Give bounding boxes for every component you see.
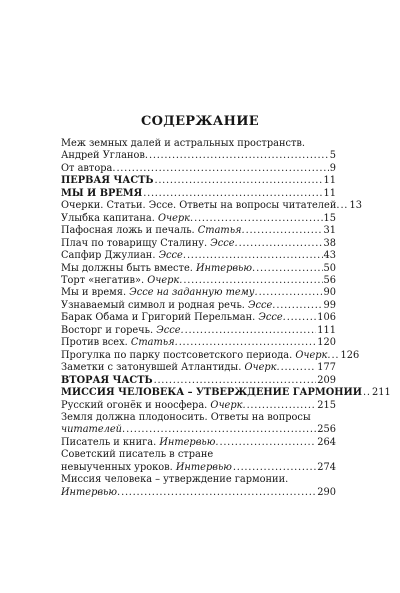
leader-dots — [363, 387, 371, 399]
leader-dots — [233, 462, 316, 474]
toc-entry-title: Мы должны быть вместе. — [61, 262, 193, 274]
toc-entry[interactable] — [61, 325, 336, 337]
leader-dots — [340, 200, 348, 212]
toc-entry-title: От автора. — [61, 162, 116, 174]
page-number: 31 — [323, 225, 336, 237]
toc-entry[interactable] — [61, 213, 336, 225]
toc-section-heading[interactable] — [61, 188, 336, 200]
page-number: 9 — [329, 162, 336, 174]
toc-entry[interactable] — [61, 337, 336, 349]
toc-entry-genre: Эссе. — [258, 312, 286, 324]
toc-entry-title: Писатель и книга. — [61, 436, 157, 448]
leader-dots — [246, 225, 323, 237]
toc-entry-title: Плач по товарищу Сталину. — [61, 237, 208, 249]
leader-dots — [187, 250, 323, 262]
leader-dots — [183, 275, 322, 287]
toc-entry[interactable] — [61, 312, 336, 324]
toc-entry-title: ВТОРАЯ ЧАСТЬ — [61, 374, 153, 386]
leader-dots — [121, 487, 316, 499]
toc-entry-title: Андрей Угланов. — [61, 150, 149, 162]
toc-entry[interactable] — [61, 437, 336, 449]
leader-dots — [247, 400, 317, 412]
leader-dots — [149, 150, 329, 162]
page-number: 120 — [317, 337, 336, 349]
toc-part-heading[interactable] — [61, 175, 336, 187]
toc-entry[interactable] — [61, 300, 336, 312]
toc-entry-title: Торт «негатив». — [61, 274, 145, 286]
toc-entry[interactable] — [61, 163, 336, 175]
leader-dots — [276, 300, 322, 312]
page-number: 50 — [323, 262, 336, 274]
toc-entry-title: МИССИЯ ЧЕЛОВЕКА – УТВЕРЖДЕНИЕ ГАРМОНИИ — [61, 387, 363, 399]
toc-entry-genre: Интервью. — [61, 486, 121, 498]
page-number: 5 — [329, 150, 336, 162]
leader-dots — [219, 437, 316, 449]
leader-dots — [194, 213, 322, 225]
page-number: 56 — [323, 274, 336, 286]
toc-entry-title: Русский огонёк и ноосфера. — [61, 399, 208, 411]
toc-entry-title: Восторг и горечь. — [61, 324, 154, 336]
toc-entry[interactable] — [61, 362, 336, 374]
leader-dots — [116, 163, 328, 175]
leader-dots — [143, 188, 322, 200]
toc-entry[interactable] — [61, 400, 336, 412]
toc-entry-preline: Меж земных далей и астральных пространств. — [61, 138, 306, 149]
toc-entry-genre: Интервью. — [196, 262, 256, 274]
toc-section-heading[interactable] — [61, 387, 391, 399]
toc-entry-title: Очерки. Статьи. Эссе. Ответы на вопросы читателей. — [61, 200, 340, 212]
leader-dots — [179, 337, 317, 349]
toc-entry[interactable] — [61, 449, 336, 474]
toc-entry-genre: Эссе. — [158, 250, 186, 262]
page-number: 264 — [317, 436, 336, 448]
toc-entry[interactable] — [61, 287, 336, 299]
toc-entry-title: невыученных уроков. — [61, 461, 173, 473]
toc-entry-genre: Эссе. — [210, 237, 238, 249]
toc-entry-title: Против всех. — [61, 337, 128, 349]
toc-entry[interactable] — [61, 412, 336, 437]
toc-entry-preline: Земля должна плодоносить. Ответы на вопросы — [61, 411, 311, 423]
toc-entry[interactable] — [61, 238, 336, 250]
page-number: 90 — [323, 287, 336, 299]
toc-entry-genre: читателей. — [61, 424, 126, 436]
leader-dots — [256, 263, 322, 275]
toc-entry-title: Узнаваемый символ и родная речь. — [61, 299, 245, 311]
page-number: 274 — [317, 461, 336, 473]
toc-entry-genre: Статья. — [197, 225, 245, 237]
toc-part-heading[interactable] — [61, 375, 336, 387]
page-number: 11 — [323, 187, 336, 199]
toc-entry-genre: Эссе на заданную тему. — [129, 287, 258, 299]
table-of-contents — [61, 138, 391, 499]
page-number: 177 — [317, 362, 336, 374]
toc-entry-genre: Интервью — [175, 461, 232, 473]
page-number: 13 — [349, 200, 362, 212]
toc-entry-title: МЫ И ВРЕМЯ — [61, 187, 143, 199]
page-title: СОДЕРЖАНИЕ — [140, 114, 260, 129]
toc-entry[interactable] — [61, 263, 336, 275]
page-number: 15 — [323, 212, 336, 224]
leader-dots — [239, 238, 323, 250]
toc-entry-title: Барак Обама и Григорий Перельман. — [61, 312, 256, 324]
toc-entry-preline: Миссия человека – утверждение гармонии. — [61, 474, 289, 486]
toc-entry-preline: Советский писатель в стране — [61, 449, 214, 461]
toc-entry[interactable] — [61, 349, 360, 362]
toc-entry[interactable] — [61, 250, 336, 262]
toc-entry-genre: Эссе. — [156, 324, 184, 336]
leader-dots — [154, 375, 317, 387]
toc-entry-genre: Эссе. — [248, 299, 276, 311]
leader-dots — [332, 350, 340, 362]
page-number: 290 — [317, 486, 336, 498]
toc-entry[interactable] — [61, 225, 336, 237]
toc-entry[interactable] — [61, 138, 336, 163]
page-number: 111 — [317, 324, 336, 336]
toc-entry-genre: Интервью. — [159, 436, 219, 448]
page-number: 38 — [323, 237, 336, 249]
toc-entry-genre: Очерк. — [147, 274, 183, 286]
toc-entry-genre: Очерк. — [244, 362, 280, 374]
page-number: 211 — [372, 387, 391, 399]
leader-dots — [259, 287, 323, 299]
leader-dots — [185, 325, 317, 337]
toc-entry-genre: Очерк. — [295, 349, 331, 361]
leader-dots — [281, 362, 317, 374]
toc-entry[interactable] — [61, 275, 336, 287]
toc-entry[interactable] — [61, 200, 362, 212]
toc-entry-genre: Очерк. — [210, 399, 246, 411]
toc-entry-genre: Очерк. — [157, 212, 194, 224]
toc-entry-title: Заметки с затонувшей Атлантиды. — [61, 362, 242, 374]
page-number: 256 — [317, 424, 336, 436]
toc-entry-title: Пафосная ложь и печаль. — [61, 225, 195, 237]
page-number: 43 — [323, 250, 336, 262]
page-number: 209 — [317, 374, 336, 386]
leader-dots — [126, 424, 316, 436]
toc-entry-genre: Статья. — [130, 337, 178, 349]
page-number: 99 — [323, 299, 336, 311]
page-number: 106 — [317, 312, 336, 324]
page-number: 215 — [317, 399, 336, 411]
leader-dots — [287, 312, 317, 324]
toc-entry[interactable] — [61, 474, 336, 499]
leader-dots — [155, 175, 323, 187]
page-number: 126 — [340, 349, 360, 361]
toc-entry-title: Прогулка по парку постсоветского периода. — [61, 349, 293, 361]
toc-entry-title: ПЕРВАЯ ЧАСТЬ — [61, 175, 154, 187]
toc-entry-title: Сапфир Джулиан. — [61, 250, 156, 262]
page-number: 11 — [323, 175, 336, 187]
toc-entry-title: Улыбка капитана. — [61, 212, 155, 224]
toc-entry-title: Мы и время. — [61, 287, 127, 299]
